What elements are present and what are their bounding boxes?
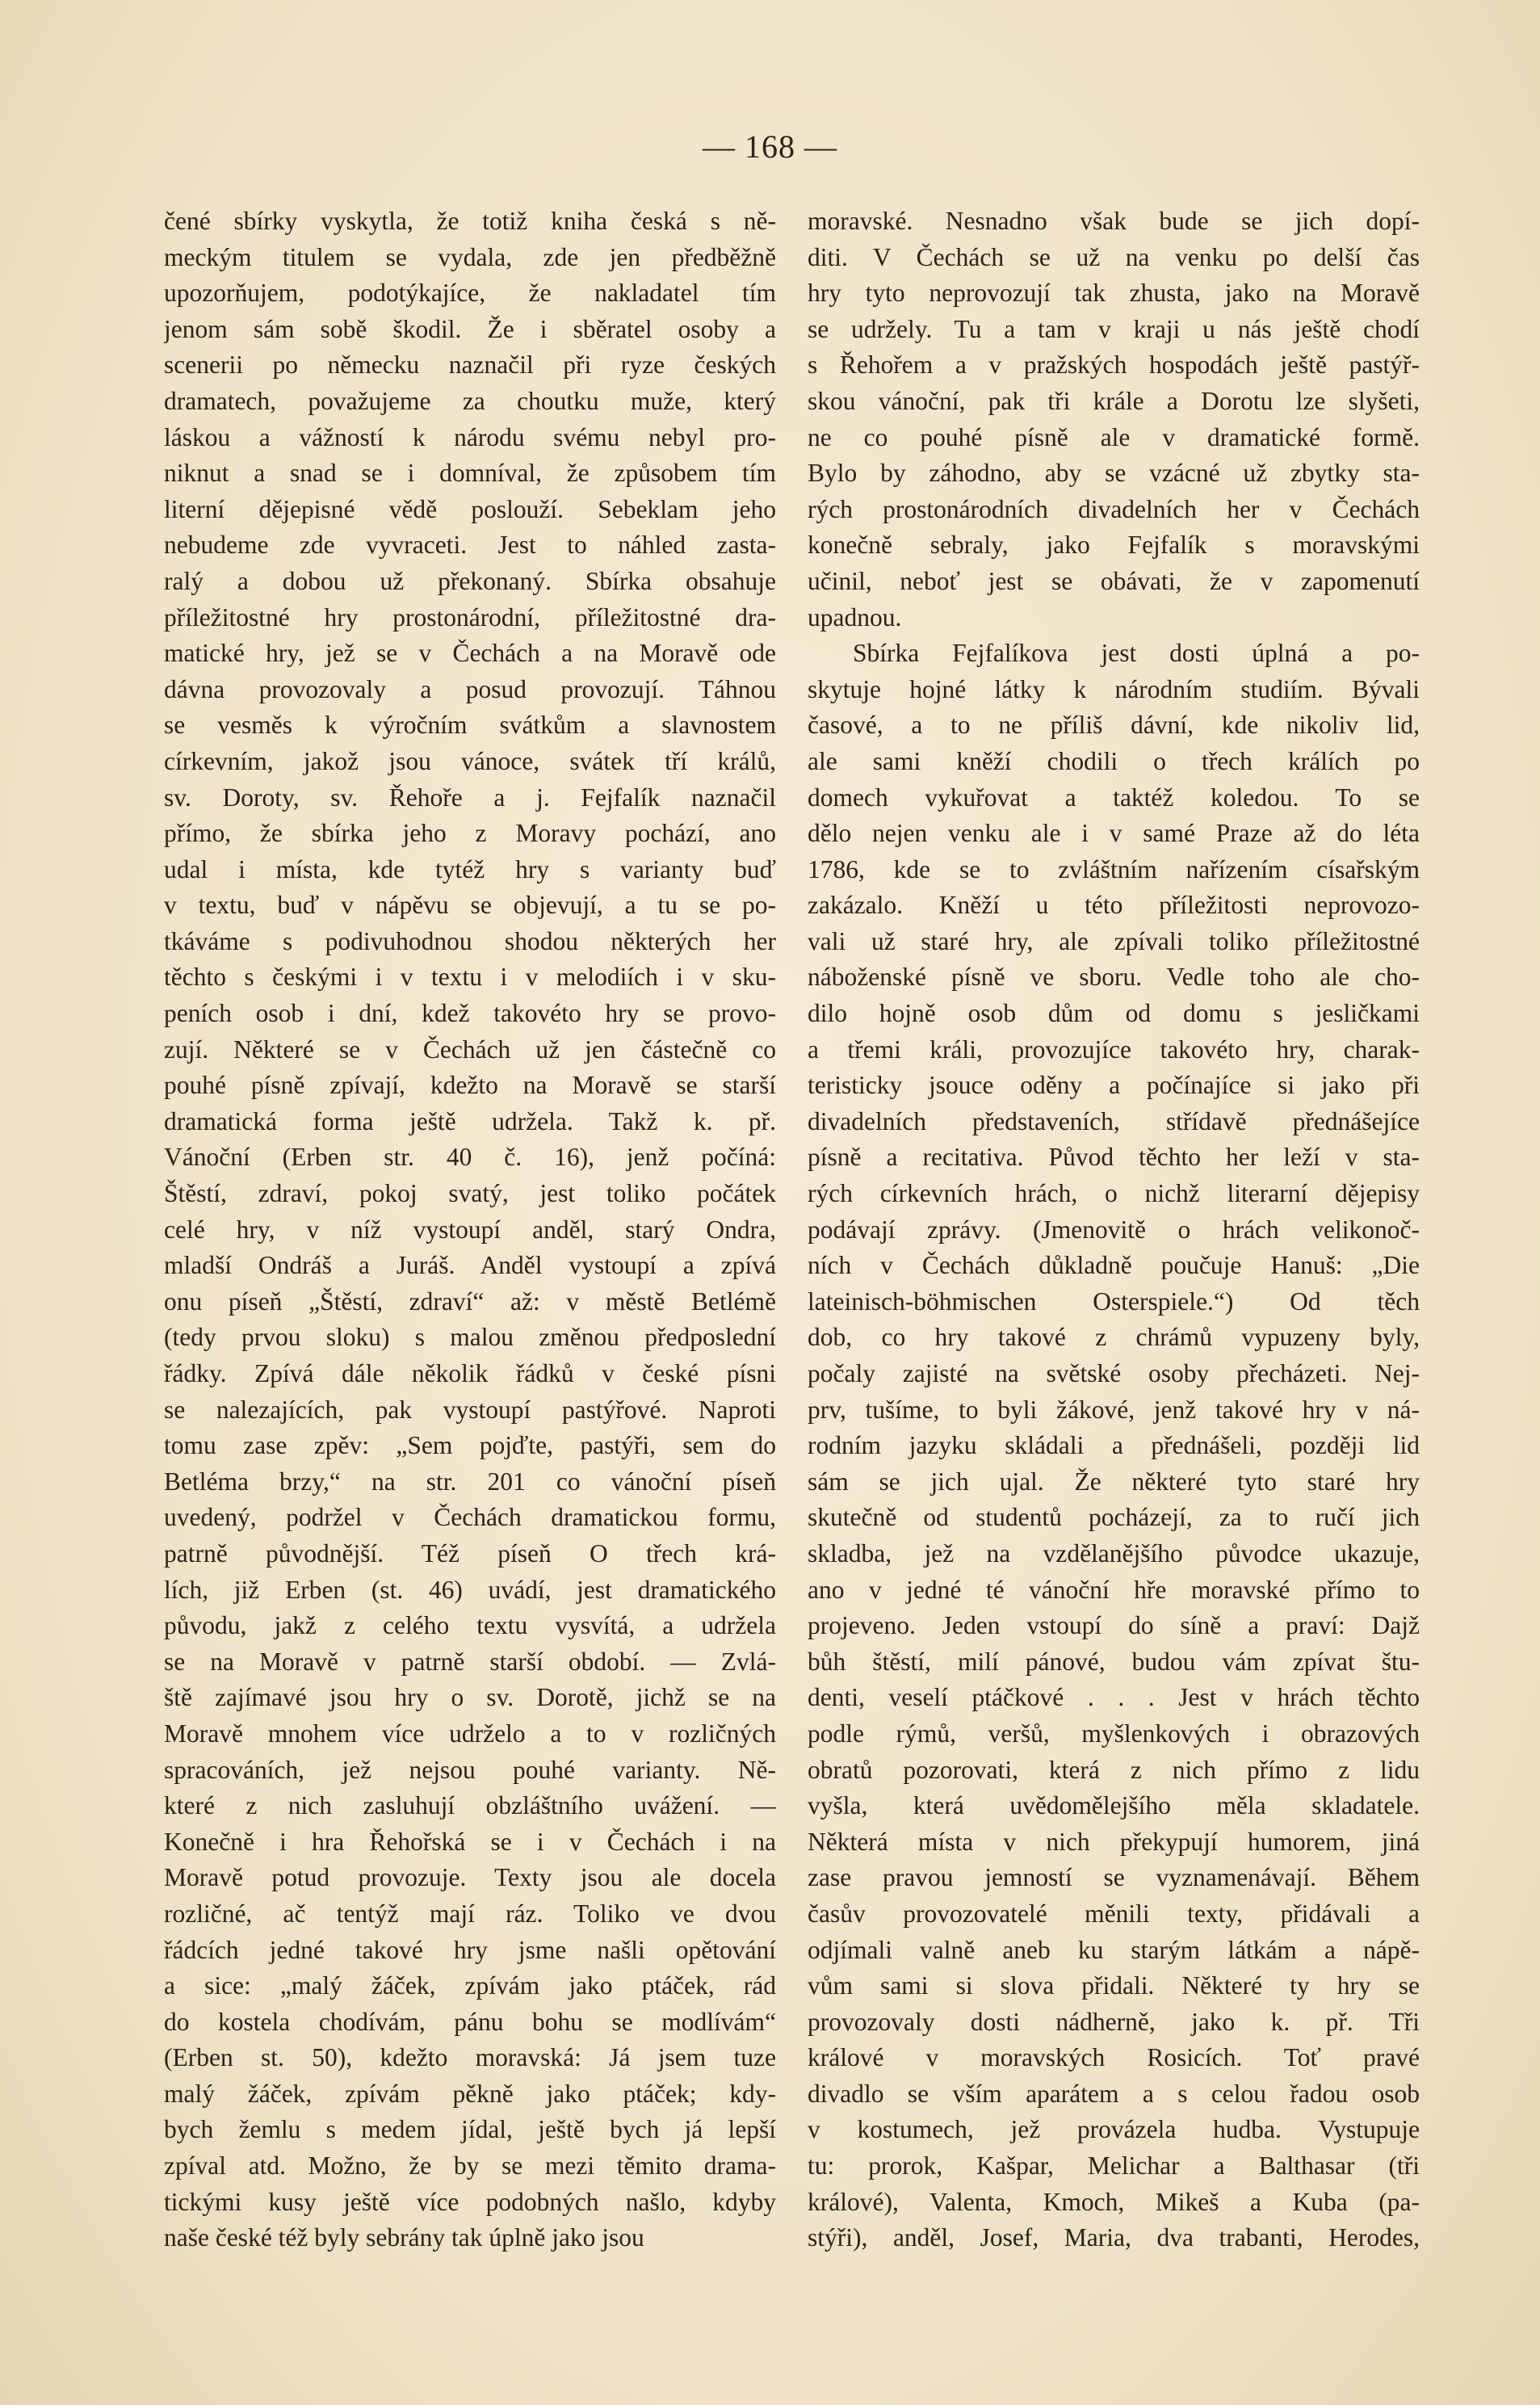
text-line: zují. Některé se v Čechách už jen částečně co bbox=[164, 1035, 776, 1064]
text-line: ralý a dobou už překonaný. Sbírka obsahuje bbox=[164, 566, 776, 595]
text-line: domech vykuřovat a taktéž koledou. To se bbox=[808, 783, 1420, 812]
text-line: meckým titulem se vydala, zde jen předběžně bbox=[164, 242, 776, 271]
text-line: řádcích jedné takové hry jsme našli opětování bbox=[164, 1935, 776, 1964]
text-line: obratů pozorovati, která z nich přímo z lidu bbox=[808, 1755, 1420, 1784]
text-line: a sice: „malý žáček, zpívám jako ptáček, rád bbox=[164, 1971, 776, 2000]
text-line: literní dějepisné vědě poslouží. Sebeklam jeho bbox=[164, 494, 776, 523]
text-line: v textu, buď v nápěvu se objevují, a tu se po- bbox=[164, 891, 776, 920]
text-line: ano v jedné té vánoční hře moravské přímo to bbox=[808, 1575, 1420, 1604]
text-line: niknut a snad se i domníval, že způsobem tím bbox=[164, 459, 776, 488]
text-line: Konečně i hra Řehořská se i v Čechách i na bbox=[164, 1827, 776, 1856]
text-line: (Erben st. 50), kdežto moravská: Já jsem tuze bbox=[164, 2043, 776, 2072]
right-text-column bbox=[808, 204, 1420, 2256]
text-line: Moravě mnohem více udrželo a to v rozličných bbox=[164, 1719, 776, 1748]
text-line: onu píseň „Štěstí, zdraví“ až: v městě Betlémě bbox=[164, 1286, 776, 1316]
text-line: se na Moravě v patrně starší období. — Zvlá- bbox=[164, 1647, 776, 1676]
text-line: bych žemlu s medem jídal, ještě bych já lepší bbox=[164, 2115, 776, 2144]
text-line: ště zajímavé jsou hry o sv. Dorotě, jichž se na bbox=[164, 1683, 776, 1712]
text-line: (tedy prvou sloku) s malou změnou předposlední bbox=[164, 1323, 776, 1352]
text-line: divadelních představeních, střídavě přednášejíce bbox=[808, 1106, 1420, 1135]
text-line: pouhé písně zpívají, kdežto na Moravě se starší bbox=[164, 1071, 776, 1100]
text-line: moravské. Nesnadno však bude se jich dopí- bbox=[808, 207, 1420, 235]
text-line: příležitostné hry prostonárodní, příležitostné dra- bbox=[164, 602, 776, 632]
text-line: spracováních, jež nejsou pouhé varianty. Ně- bbox=[164, 1755, 776, 1784]
text-line: matické hry, jež se v Čechách a na Moravě ode bbox=[164, 639, 776, 668]
text-line: zakázalo. Kněží u této příležitosti neprovozo- bbox=[808, 891, 1420, 920]
text-line: se nalezajících, pak vystoupí pastýřové. Naproti bbox=[164, 1395, 776, 1424]
text-line: Štěstí, zdraví, pokoj svatý, jest toliko počátek bbox=[164, 1179, 776, 1208]
text-line: přímo, že sbírka jeho z Moravy pochází, ano bbox=[164, 819, 776, 848]
text-line: čené sbírky vyskytla, že totiž kniha česká s ně- bbox=[164, 207, 776, 235]
text-line: dělo nejen venku ale i v samé Praze až do léta bbox=[808, 819, 1420, 848]
text-line: dob, co hry takové z chrámů vypuzeny byly, bbox=[808, 1323, 1420, 1352]
text-line: stýři), anděl, Josef, Maria, dva trabanti, Herodes, bbox=[808, 2223, 1420, 2252]
text-line: lích, již Erben (st. 46) uvádí, jest dramatického bbox=[164, 1575, 776, 1604]
text-line: 1786, kde se to zvláštním nařízením císařským bbox=[808, 854, 1420, 884]
text-line: divadlo se vším aparátem a s celou řadou osob bbox=[808, 2079, 1420, 2108]
text-line: odjímali valně aneb ku starým látkám a nápě- bbox=[808, 1935, 1420, 1964]
text-line: a třemi králi, provozujíce takovéto hry, charak- bbox=[808, 1035, 1420, 1064]
text-line: patrně původnější. Též píseň O třech krá- bbox=[164, 1538, 776, 1568]
text-line: s Řehořem a v pražských hospodách ještě pastýř- bbox=[808, 350, 1420, 380]
text-line: sám se jich ujal. Že některé tyto staré hry bbox=[808, 1467, 1420, 1496]
text-line: hry tyto neprovozují tak zhusta, jako na Moravě bbox=[808, 279, 1420, 308]
text-line: těchto s českými i v textu i v melodiích i v sku- bbox=[164, 963, 776, 992]
text-line: upadnou. bbox=[808, 602, 902, 632]
text-line: dramatech, považujeme za choutku muže, který bbox=[164, 386, 776, 415]
text-line: ních v Čechách důkladně poučuje Hanuš: „Die bbox=[808, 1251, 1420, 1280]
text-line: řádky. Zpívá dále několik řádků v české písni bbox=[164, 1359, 776, 1387]
text-line: uvedený, podržel v Čechách dramatickou formu, bbox=[164, 1503, 776, 1532]
text-line: podle rýmů, veršů, myšlenkových i obrazových bbox=[808, 1719, 1420, 1748]
text-line: tomu zase zpěv: „Sem pojďte, pastýři, sem do bbox=[164, 1431, 776, 1460]
text-line: Betléma brzy,“ na str. 201 co vánoční píseň bbox=[164, 1467, 776, 1496]
text-line: skutečně od studentů pocházejí, za to ručí jich bbox=[808, 1503, 1420, 1532]
text-line: rých církevních hrách, o nichž literarní dějepisy bbox=[808, 1179, 1420, 1208]
text-line: projeveno. Jeden vstoupí do síně a praví: Dajž bbox=[808, 1611, 1420, 1640]
text-line: časův provozovatelé měnili texty, přidávali a bbox=[808, 1899, 1420, 1928]
text-line: denti, veselí ptáčkové . . . Jest v hrách těchto bbox=[808, 1683, 1420, 1712]
text-line: prv, tušíme, to byli žákové, jenž takové hry v ná- bbox=[808, 1395, 1420, 1424]
text-line: udal i místa, kde tytéž hry s varianty buď bbox=[164, 854, 776, 884]
text-line: dilo hojně osob dům od domu s jesličkami bbox=[808, 999, 1420, 1028]
text-line: do kostela chodívám, pánu bohu se modlívám“ bbox=[164, 2007, 776, 2036]
text-line: zase pravou jemností se vyznamenávají. Během bbox=[808, 1863, 1420, 1892]
text-line: náboženské písně ve sboru. Vedle toho ale cho- bbox=[808, 963, 1420, 992]
text-line: peních osob i dní, kdež takovéto hry se provo- bbox=[164, 999, 776, 1028]
text-line: naše české též byly sebrány tak úplně jako jsou bbox=[164, 2223, 644, 2252]
text-line: bůh štěstí, milí pánové, budou vám zpívat štu- bbox=[808, 1647, 1420, 1676]
text-line: rodním jazyku skládali a přednášeli, později lid bbox=[808, 1431, 1420, 1460]
text-line: celé hry, v níž vystoupí anděl, starý Ondra, bbox=[164, 1215, 776, 1244]
text-line: tu: prorok, Kašpar, Melichar a Balthasar (tři bbox=[808, 2151, 1420, 2180]
text-line: skladba, jež na vzdělanějšího původce ukazuje, bbox=[808, 1538, 1420, 1568]
text-line: scenerii po německu naznačil při ryze českých bbox=[164, 350, 776, 380]
text-line: učinil, neboť jest se obávati, že v zapomenutí bbox=[808, 566, 1420, 595]
text-line: tkáváme s podivuhodnou shodou některých her bbox=[164, 926, 776, 955]
text-line: Vánoční (Erben str. 40 č. 16), jenž počíná: bbox=[164, 1143, 776, 1172]
text-line: rých prostonárodních divadelních her v Čechách bbox=[808, 494, 1420, 523]
page-number: — 168 — bbox=[703, 128, 837, 165]
text-line: písně a recitativa. Původ těchto her leží v sta- bbox=[808, 1143, 1420, 1172]
text-line: upozorňujem, podotýkajíce, že nakladatel tím bbox=[164, 279, 776, 308]
text-line: vům sami si slova přidali. Některé ty hry se bbox=[808, 1971, 1420, 2000]
text-line: podávají zprávy. (Jmenovitě o hrách velikonoč- bbox=[808, 1215, 1420, 1244]
text-line: ale sami kněží chodili o třech králích po bbox=[808, 746, 1420, 775]
left-text-column bbox=[164, 204, 776, 2256]
text-line: skytuje hojné látky k národním studiím. Bývali bbox=[808, 674, 1420, 703]
text-line: diti. V Čechách se už na venku po delší čas bbox=[808, 242, 1420, 271]
text-line: Některá místa v nich překypují humorem, jiná bbox=[808, 1827, 1420, 1856]
text-line: provozovaly dosti nádherně, jako k. př. Tři bbox=[808, 2007, 1420, 2036]
text-line: se vesměs k výročním svátkům a slavnostem bbox=[164, 711, 776, 740]
text-line: mladší Ondráš a Juráš. Anděl vystoupí a zpívá bbox=[164, 1251, 776, 1280]
text-line: tickými kusy ještě více podobných našlo, kdyby bbox=[164, 2187, 776, 2216]
text-line: sv. Doroty, sv. Řehoře a j. Fejfalík naznačil bbox=[164, 783, 776, 812]
text-line: lateinisch-böhmischen Osterspiele.“) Od těch bbox=[808, 1286, 1420, 1316]
text-line: které z nich zasluhují obzláštního uvážení. — bbox=[164, 1791, 776, 1820]
text-line: dávna provozovaly a posud provozují. Táhnou bbox=[164, 674, 776, 703]
text-line: ne co pouhé písně ale v dramatické formě. bbox=[808, 422, 1420, 451]
text-line: zpíval atd. Možno, že by se mezi těmito drama- bbox=[164, 2151, 776, 2180]
text-line: láskou a vážností k národu svému nebyl pro- bbox=[164, 422, 776, 451]
text-line: rozličné, ač tentýž mají ráz. Toliko ve dvou bbox=[164, 1899, 776, 1928]
text-line: Moravě potud provozuje. Texty jsou ale docela bbox=[164, 1863, 776, 1892]
text-line: dramatická forma ještě udržela. Takž k. př. bbox=[164, 1106, 776, 1135]
text-line: malý žáček, zpívám pěkně jako ptáček; kdy- bbox=[164, 2079, 776, 2108]
text-line: skou vánoční, pak tři krále a Dorotu lze slyšeti, bbox=[808, 386, 1420, 415]
text-line: konečně sebraly, jako Fejfalík s moravskými bbox=[808, 531, 1420, 560]
text-line: jenom sám sobě škodil. Že i sběratel osoby a bbox=[164, 314, 776, 343]
text-line: časové, a to ne příliš dávní, kde nikoliv lid, bbox=[808, 711, 1420, 740]
text-line: církevním, jakož jsou vánoce, svátek tří králů, bbox=[164, 746, 776, 775]
text-line: původu, jakž z celého textu vysvítá, a udržela bbox=[164, 1611, 776, 1640]
text-line: počaly zajisté na světské osoby přecházeti. Nej- bbox=[808, 1359, 1420, 1387]
text-line: vali už staré hry, ale zpívali toliko příležitostné bbox=[808, 926, 1420, 955]
text-line: králové v moravských Rosicích. Toť pravé bbox=[808, 2043, 1420, 2072]
text-line: se udržely. Tu a tam v kraji u nás ještě chodí bbox=[808, 314, 1420, 343]
text-line: Bylo by záhodno, aby se vzácné už zbytky sta- bbox=[808, 459, 1420, 488]
text-line: nebudeme zde vyvraceti. Jest to náhled zasta- bbox=[164, 531, 776, 560]
text-line: v kostumech, jež provázela hudba. Vystupuje bbox=[808, 2115, 1420, 2144]
text-line: Sbírka Fejfalíkova jest dosti úplná a po- bbox=[853, 639, 1420, 668]
text-line: králové), Valenta, Kmoch, Mikeš a Kuba (pa- bbox=[808, 2187, 1420, 2216]
text-line: vyšla, která uvědomělejšího měla skladatele. bbox=[808, 1791, 1420, 1820]
text-line: teristicky jsouce oděny a počínajíce si jako při bbox=[808, 1071, 1420, 1100]
